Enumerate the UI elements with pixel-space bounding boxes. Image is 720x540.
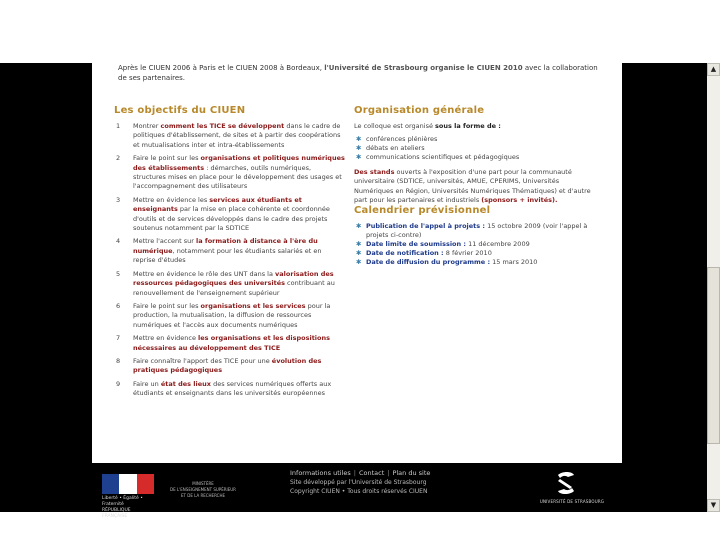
calendar-section [354,205,594,266]
lead-bold: sous la forme de : [435,122,501,130]
intro-paragraph [118,63,598,83]
calendar-item [354,249,594,258]
copyright-line: Site développé par l'Université de Strasbourg [290,479,427,486]
intro-text: Après le CIUEN 2006 à Paris et le CIUEN 2008 à Bordeaux, [118,64,325,72]
calendar-label: Publication de l'appel à projets : [366,222,486,231]
calendar-value: 15 mars 2010 [490,257,538,266]
star-bullet-icon: ✱ [356,240,362,249]
ministere-logo [168,481,238,499]
item-text: Mettre l'accent sur [133,237,197,246]
copyright-line: Copyright CIUEN • Tous droits réservés CIUEN [290,487,428,495]
star-bullet-icon: ✱ [356,144,362,153]
item-text: Montrer [133,122,161,130]
star-bullet-icon: ✱ [356,222,362,231]
separator: | [353,469,356,477]
lead-text: Le colloque est organisé [354,122,436,130]
item-highlight: comment les TICE se développent [160,122,285,130]
item-text: Mettre en évidence le rôle des UNT dans la [133,269,276,278]
format-list [354,135,594,161]
item-text: Faire le point sur les [133,154,201,163]
objective-item [114,334,346,353]
separator: | [387,469,390,477]
rf-caption [102,496,154,520]
unistra-name: UNIVERSITÉ DE STRASBOURG [539,499,605,504]
objective-item [114,196,346,234]
item-highlight: état des lieux [160,379,211,388]
star-bullet-icon: ✱ [356,257,362,266]
item-text-end: par la mise en place cohérente et coordonnée d'outils et de services développés dans le cadre des projets soutenus notamment par la SDTICE [133,205,330,233]
objective-item [114,270,346,298]
item-text-end: contribuant au renouvellement de l'enseignement supérieur [133,279,335,297]
item-number: 9 [116,379,121,388]
calendar-item [354,240,594,249]
calendar-item [354,258,594,267]
format-item [354,153,594,162]
item-text: Mettre en évidence [133,334,199,343]
footer-copyright [290,479,490,496]
organisation-section [354,105,594,272]
scroll-thumb[interactable] [707,267,720,444]
vertical-scrollbar[interactable] [707,63,720,512]
organisation-title: Organisation générale [354,105,485,116]
item-number: 1 [116,122,121,130]
item-text: Faire connaître l'apport des TICE pour une [133,356,272,365]
star-bullet-icon: ✱ [356,153,362,161]
item-text-end: , notamment pour les étudiants salariés et en reprise d'études [133,246,322,265]
calendar-list [354,222,594,266]
item-highlight: organisations et politiques numériques des établissements [133,154,345,172]
stands-label: Des stands [354,167,395,176]
item-text-end: : démarches, outils numériques, structures mises en place pour le développement des usages et l'accompagnement des utilisateurs [133,163,342,191]
item-highlight: la formation à distance à l'ère du numérique [133,237,318,255]
calendar-label: Date de notification : [366,248,444,257]
ministere-line: DE L'ENSEIGNEMENT SUPÉRIEUR [170,487,236,492]
calendar-label: Date limite de soumission : [366,240,467,249]
scroll-up-button[interactable]: ▲ [707,63,720,76]
calendar-value: 8 février 2010 [443,248,492,257]
calendar-item [354,222,594,240]
star-bullet-icon: ✱ [356,248,362,257]
calendar-label: Date de diffusion du programme : [366,257,491,266]
scroll-down-button[interactable]: ▼ [707,499,720,512]
format-label: communications scientifiques et pédagogiques [366,153,520,161]
calendar-title: Calendrier prévisionnel [354,205,491,217]
item-text-end: dans le cadre de politiques d'établissement, de sites et à partir des coopérations et mutualisations inter et intra-établissements [133,122,341,149]
page-content [92,63,622,463]
item-highlight: services aux étudiants et enseignants [133,195,302,214]
objectives-title: Les objectifs du CIUEN [114,105,246,116]
item-number: 2 [116,154,121,163]
item-text: Mettre en évidence les [133,195,210,204]
stands-paragraph [354,168,594,206]
format-item [354,144,594,153]
objective-item [114,122,346,150]
item-number: 4 [116,237,121,246]
item-number: 8 [116,356,121,365]
objectives-list [114,122,346,399]
format-label: débats en ateliers [366,144,425,153]
item-number: 6 [116,301,121,310]
item-highlight: valorisation des ressources pédagogiques des universités [133,269,334,288]
item-highlight: les organisations et les dispositions nécessaires au développement des TICE [133,334,330,352]
link-informations[interactable]: Informations utiles [290,469,351,477]
organisation-lead [354,122,594,131]
item-highlight: évolution des pratiques pédagogiques [133,356,322,375]
item-text-end: des services numériques offerts aux étudiants et enseignants dans les universités européennes [133,379,332,398]
item-number: 7 [116,334,121,343]
item-number: 3 [116,195,121,204]
item-highlight: organisations et les services [200,301,306,310]
footer-links [290,469,490,478]
intro-highlight: l'Université de Strasbourg organise le CIUEN 2010 [324,64,523,72]
unistra-logo[interactable] [532,469,612,509]
rf-motto: Liberté • Égalité • Fraternité [102,496,143,507]
objective-item [114,154,346,192]
objective-item [114,380,346,399]
stands-text: ouverts à l'exposition d'une part pour la communauté universitaire (SDTICE, universités, AMUE, CPERIMS, Universités Numériques en Région, Universités Numériques Thématiques) et d'autre part pour les partenaires et industriels [354,167,591,205]
item-number: 5 [116,269,121,278]
ministere-line: MINISTÈRE [192,481,214,486]
intro-text-end: avec la collaboration de ses partenaires. [118,64,598,82]
format-label: conférences plénières [366,135,438,144]
rf-name: RÉPUBLIQUE FRANÇAISE [102,508,131,519]
objective-item [114,237,346,265]
item-text-end: pour la production, la mutualisation, la diffusion de ressources numériques et l'accès aux documents numériques [133,301,331,329]
republique-francaise-logo [102,474,154,519]
stands-highlight: (sponsors + invités). [481,196,558,205]
link-plan-du-site[interactable]: Plan du site [392,469,431,477]
french-flag-icon [102,474,154,494]
item-text: Faire le point sur les [133,301,201,310]
ministere-line: ET DE LA RECHERCHE [181,493,225,498]
objective-item [114,357,346,376]
objectives-section [114,105,346,403]
format-item [354,135,594,144]
item-text: Faire un [133,379,161,388]
calendar-value: 11 décembre 2009 [466,240,530,249]
objective-item [114,302,346,330]
link-contact[interactable]: Contact [358,469,385,477]
site-footer [92,463,622,519]
star-bullet-icon: ✱ [356,135,362,144]
calendar-value: 15 octobre 2009 (voir l'appel à projets ci-contre) [366,222,588,240]
unistra-mark-icon [554,469,578,497]
